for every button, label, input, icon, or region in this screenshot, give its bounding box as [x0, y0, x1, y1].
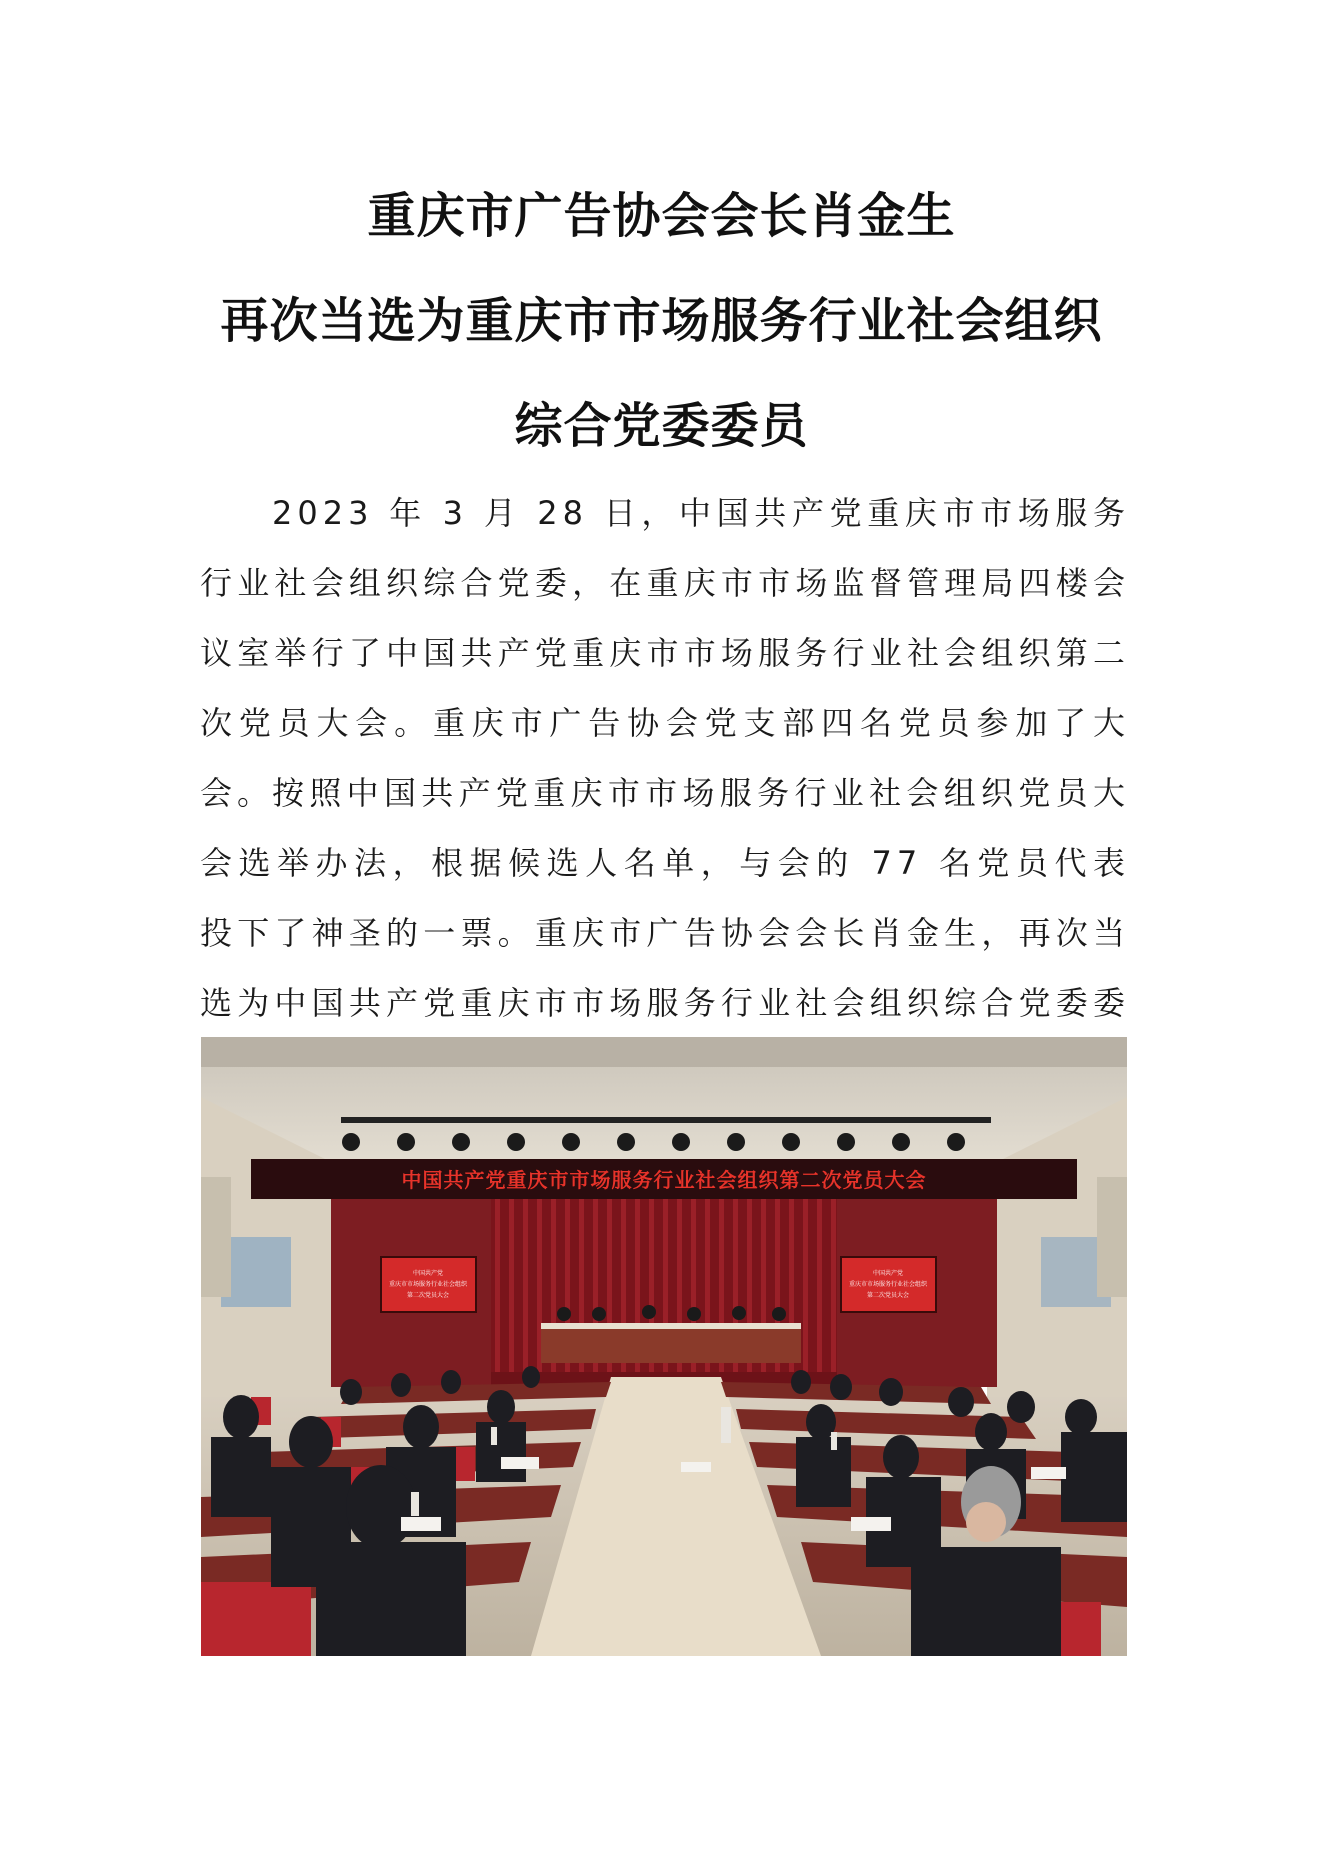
banner-text: 中国共产党重庆市市场服务行业社会组织第二次党员大会 — [401, 1168, 927, 1192]
meeting-photo — [201, 1037, 1127, 1656]
page-title-line-1: 重庆市广告协会会长肖金生 — [367, 188, 956, 244]
screen-right-line-3: 第二次党员大会 — [866, 1292, 910, 1299]
paragraph-2: 按照中国共产党重庆市市场服务行业社会组织党员大会选举办法，根据候选人名单，与会的 77 名党员代表投下了神圣的一票。重庆市广告协会会长肖金生，再次当选为中国共产党重庆市市场服务行业社会组织综合党委委 — [200, 774, 1130, 1022]
page-title-line-3: 综合党委委员 — [514, 398, 809, 454]
screen-right-line-2: 重庆市市场服务行业社会组织 — [848, 1281, 928, 1288]
screen-left-line-2: 重庆市市场服务行业社会组织 — [388, 1281, 468, 1288]
paragraph-1: 2023 年 3 月 28 日，中国共产党重庆市市场服务行业社会组织综合党委，在重庆市市场监督管理局四楼会议室举行了中国共产党重庆市市场服务行业社会组织第二次党员大会。重庆市广告协会党支部四名党员参加了大会。 — [200, 494, 1130, 812]
screen-right-line-1: 中国共产党 — [872, 1270, 904, 1277]
screen-left-line-3: 第二次党员大会 — [406, 1292, 450, 1299]
screen-left-line-1: 中国共产党 — [412, 1270, 444, 1277]
page-title-line-2: 再次当选为重庆市市场服务行业社会组织 — [220, 293, 1103, 349]
